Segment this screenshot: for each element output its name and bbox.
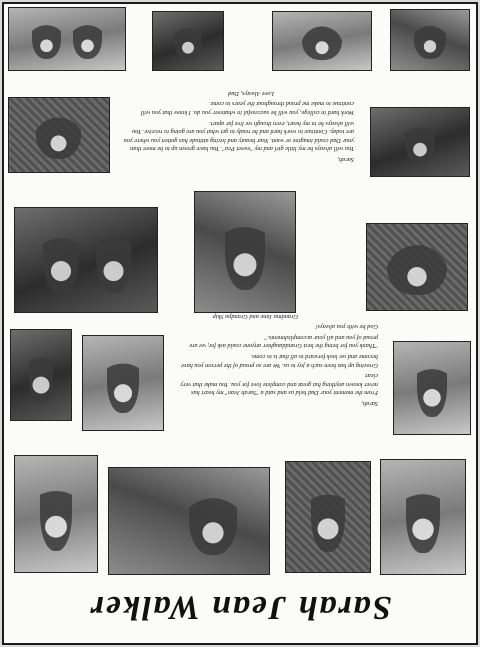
photo <box>82 335 164 431</box>
letter-closing: God be with you always! <box>315 323 378 331</box>
photo <box>108 467 270 575</box>
letter-salutation: Sarah, <box>361 400 378 407</box>
photo <box>380 459 466 575</box>
page-content-rotated <box>4 4 476 643</box>
letter-signature: Love Always, Dad <box>228 89 274 97</box>
letter-paragraph: "Thank you for being the best Granddaughter anyone could ask for, we are proud of you and all your accomplishments." <box>189 333 378 350</box>
photo <box>10 329 72 421</box>
photo <box>8 97 110 173</box>
photo <box>393 341 471 435</box>
yearbook-page <box>2 2 478 645</box>
photo <box>285 461 371 573</box>
photo <box>366 223 468 311</box>
photo <box>152 11 224 71</box>
page-title: Sarah Jean Walker <box>88 589 392 626</box>
photo <box>8 7 126 71</box>
photo <box>390 9 470 71</box>
photo <box>272 11 372 71</box>
letter-paragraph: From the moment your Dad held us and said a "Sarah Jean" my heart has never known anything but great and complete love for you. You make that very clear. <box>180 372 378 397</box>
photo <box>370 107 470 177</box>
photo <box>194 191 296 313</box>
letter-paragraph: Work hard in college, you will be successful in whatever you do. I know that you will continue to make me proud throughout the years to come. <box>140 100 354 117</box>
letter-grandparents <box>178 309 378 407</box>
letter-dad <box>122 86 354 163</box>
photo <box>14 455 98 573</box>
letter-paragraph: Growing up has been such a joy to us. We are so proud of the person you have become and we look forward to all that is to come. <box>180 353 378 369</box>
photo <box>14 207 158 313</box>
letter-signature: Grandma Jane and Grandpa Skip <box>212 312 298 320</box>
letter-salutation: Sarah, <box>337 156 354 163</box>
letter-paragraph: You will always be my little girl and my "sweet Pea". You have grown up to be more than your Dad could imagine or want. Your beauty and loving attitude has gotten you where you are today. Continue to work hard and be ready to get what you are going to receive. You will always be in my heart, even though we live far apart. <box>123 119 354 153</box>
